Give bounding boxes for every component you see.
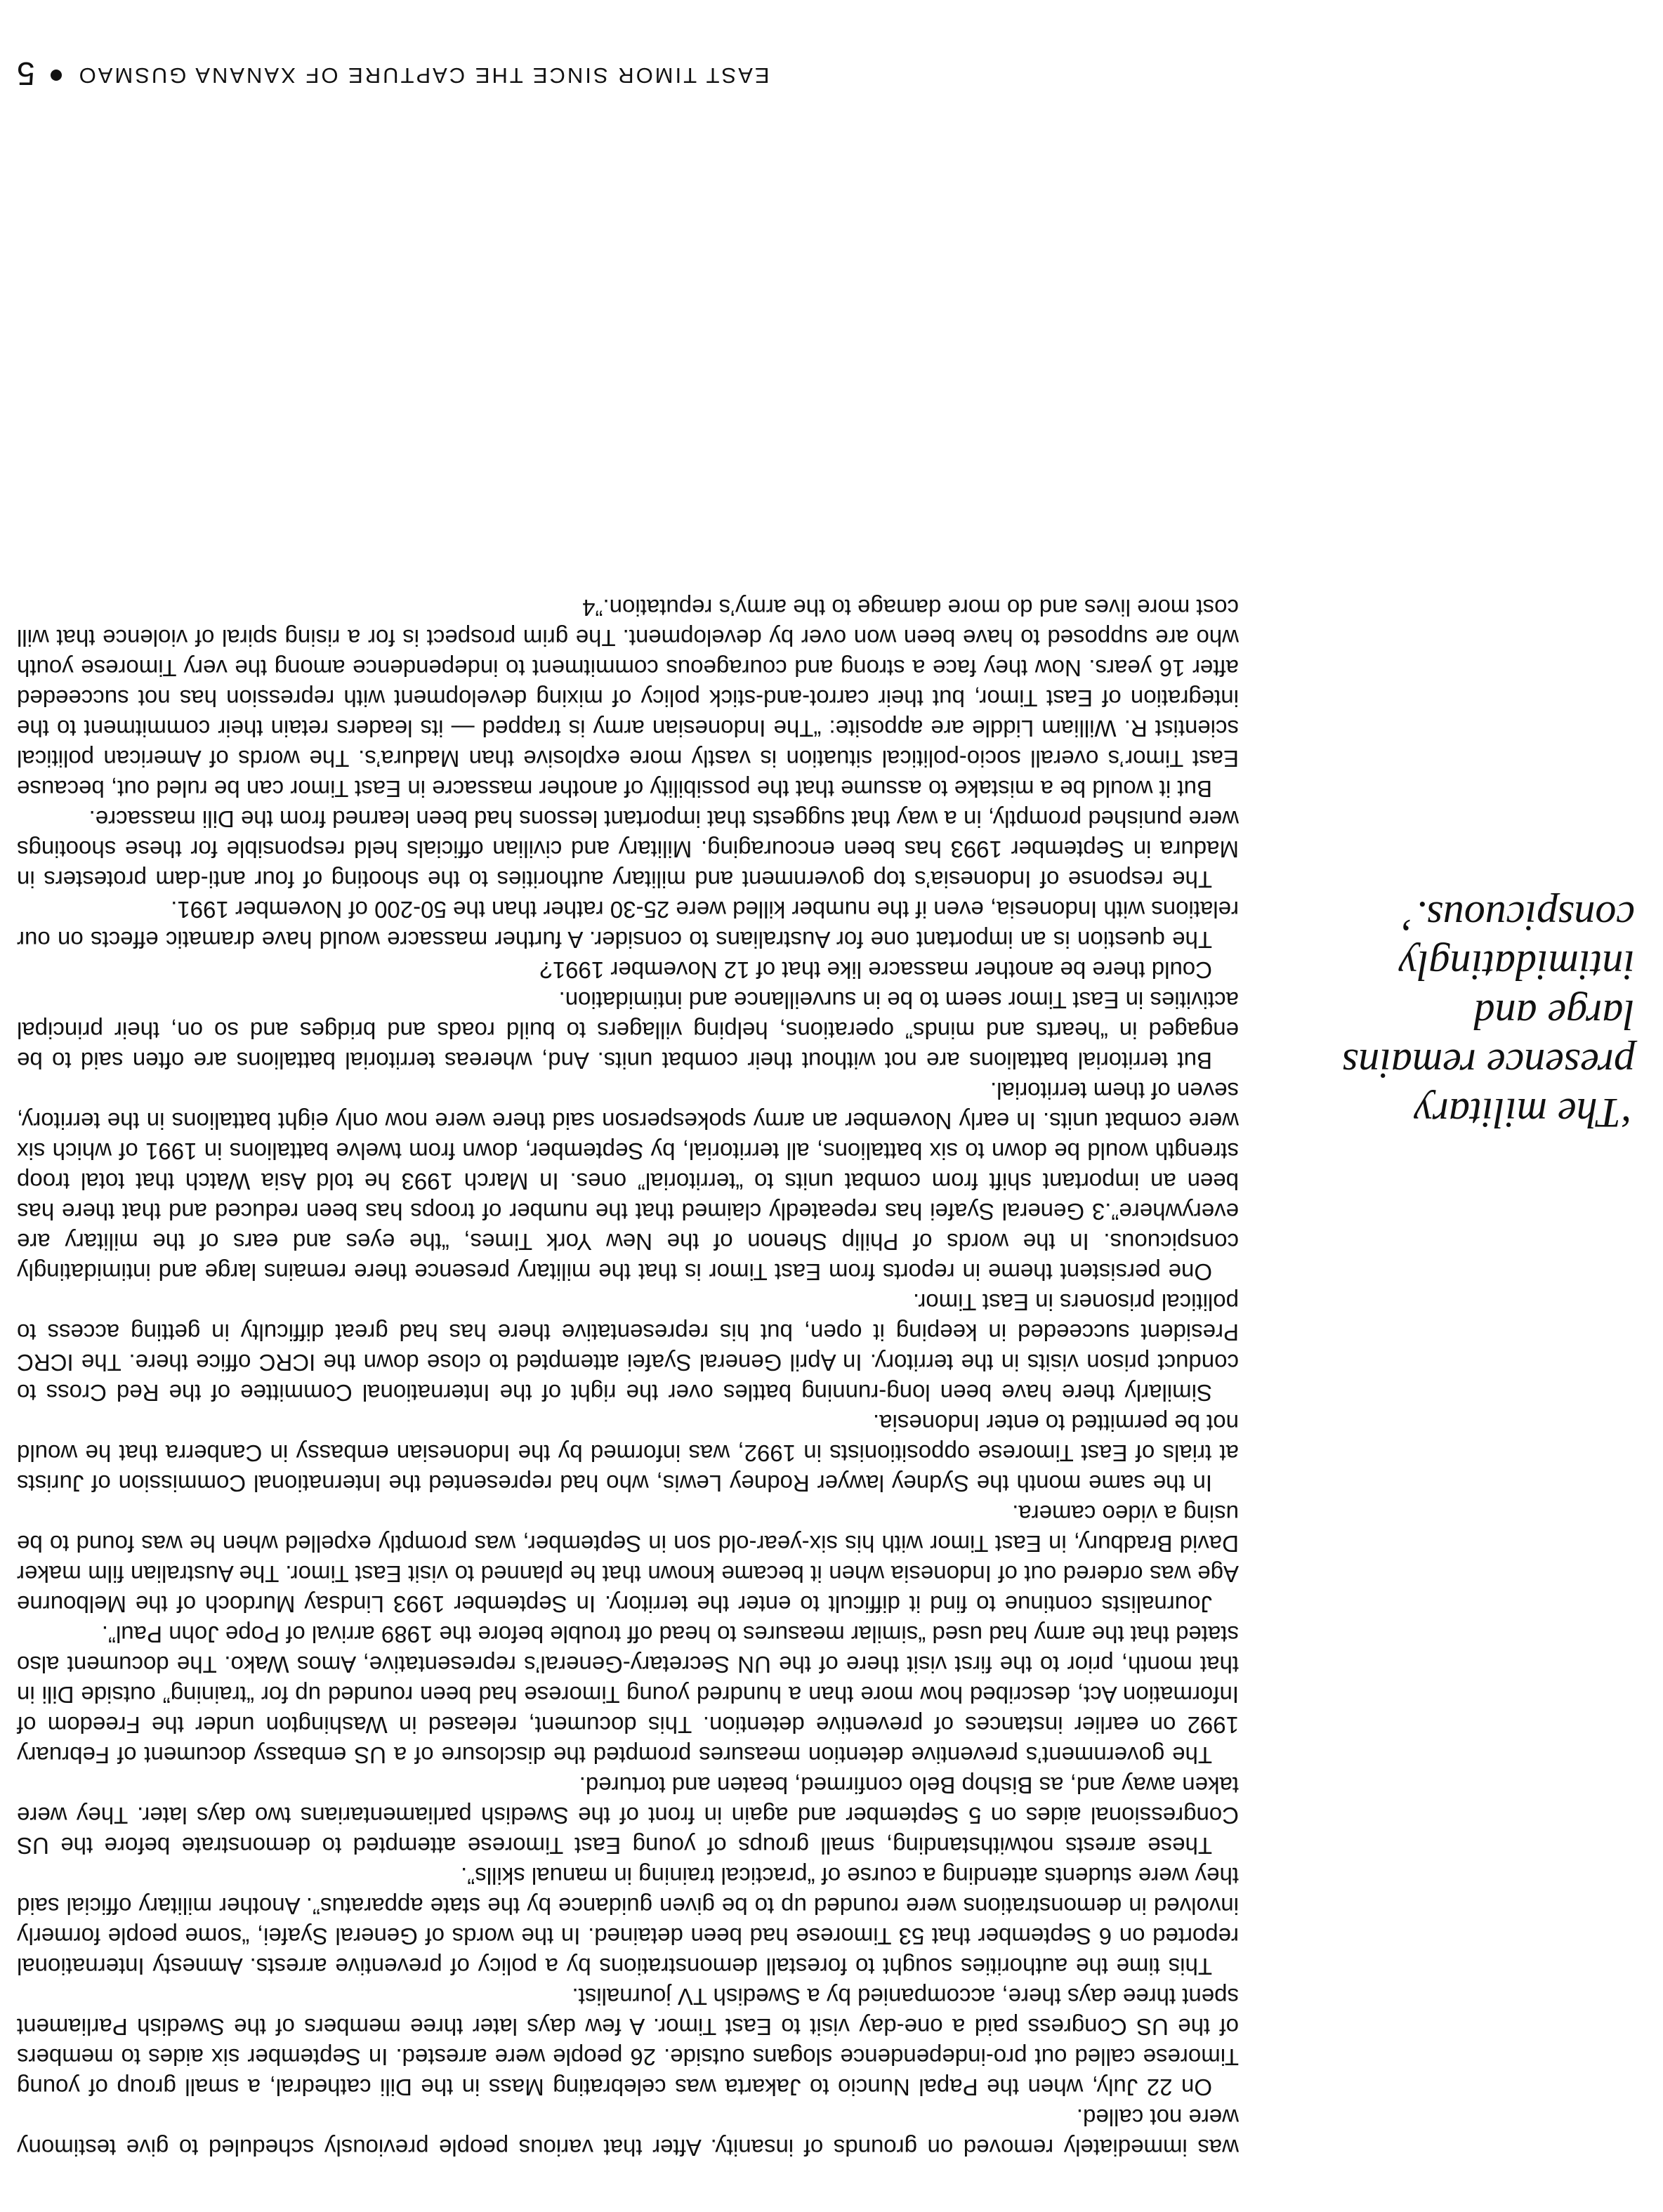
bullet-dot-icon [51,70,62,81]
body-text [17,593,1239,2163]
paragraph: Journalists continue to find it difficult to enter the territory. In September 1993 Lindsay Murdoch of the Melbourne Age was ordered out of Indonesia when it became known that he planned to visit East Timor. The Australian film maker David Bradbury, in East Timor with his six-year-old son in September, was promptly expelled when he was found to be using a video camera. [17,1501,1239,1617]
paragraph: These arrests notwithstanding, small groups of young East Timorese attempted to demonstrate before the US Congressional aides on 5 September and again in front of the Swedish parliamentarians two days later. They were taken away and, as Bishop Belo confirmed, beaten and tortured. [17,1772,1239,1859]
paragraph: On 22 July, when the Papal Nuncio to Jakarta was celebrating Mass in the Dili cathedral, a small group of young Timorese called out pro-independence slogans outside. 26 people were arrested. In September six aides to members of the US Congress paid a one-day visit to East Timor. A few days later three members of the Swedish Parliament spent three days there, accompanied by a Swedish TV journalist. [17,1984,1239,2100]
paragraph: Could there be another massacre like that of 12 November 1991? [539,957,1212,983]
paragraph: The government’s preventive detention measures prompted the disclosure of a US embassy document of February 1992 on earlier instances of preventive detention. This document, released in Washington under the Freedom of Information Act, described how more than a hundred young Timorese had been rounded up for “training” outside Dili in that month, prior to the first visit there of the UN Secretary-General’s representative, Amos Wako. The document also stated that the army had used “similar measures to head off trouble before the 1989 arrival of Pope John Paul”. [17,1621,1239,1768]
running-title: EAST TIMOR SINCE THE CAPTURE OF XANANA GUSMAO [77,62,770,88]
paragraph: Similarly there have been long-running battles over the right of the International Committee of the Red Cross to conduct prison visits in the territory. In April General Syafei attempted to close down the ICRC office there. The ICRC President succeeded in keeping it open, but his representative there has had great difficulty in getting access to political prisoners in East Timor. [17,1289,1239,1406]
pull-quote: ‘The military presence remains large and intimidatingly conspicuous.’ [1341,893,1635,1136]
running-header [17,55,1239,93]
paragraph: The question is an important one for Australians to consider. A further massacre would have dramatic effects on our relations with Indonesia, even if the number killed were 25-30 rather than the 50-200 of November 1991. [17,897,1239,953]
paragraph: The response of Indonesia’s top government and military authorities to the shooting of four anti-dam protesters in Madura in September 1993 has been encouraging. Military and civilian officials held responsible for these shootings were punished promptly, in a way that suggests that important lessons had been learned from the Dili massacre. [17,806,1239,893]
paragraph: But territorial battalions are not without their combat units. And, whereas territorial battalions are often said to be engaged in “hearts and minds” operations, helping villagers to build roads and bridges and so on, their principal activities in East Timor seem to be in surveillance and intimidation. [17,987,1239,1074]
paragraph: was immediately removed on grounds of insanity. After that various people previously scheduled to give testimony were not called. [17,2105,1239,2161]
page-number: 5 [17,55,35,92]
paragraph: This time the authorities sought to forestall demonstrations by a policy of preventive arrests. Amnesty International reported on 6 September that 53 Timorese had been detained. In the words of General Syafei, “some people formerly involved in demonstrations were rounded up to be given guidance by the state apparatus”. Another military official said they were students attending a course of “practical training in manual skills”. [17,1863,1239,1980]
paragraph: One persistent theme in reports from East Timor is that the military presence there remains large and intimidatingly conspicuous. In the words of Philip Shenon of the New York Times, “the eyes and ears of the military are everywhere”.3 General Syafei has repeatedly claimed that the number of troops has been reduced and that there has been an important shift from combat units to “territorial” ones. In March 1993 he told Asia Watch that total troop strength would be down to six battalions, all territorial, by September, down from twelve battalions in 1991 of which six were combat units. In early November an army spokesperson said there were now only eight battalions in the territory, seven of them territorial. [17,1078,1239,1285]
paragraph: But it would be a mistake to assume that the possibility of another massacre in East Timor can be ruled out, because East Timor’s overall socio-political situation is vastly more explosive than Madura’s. The words of American political scientist R. William Liddle are apposite: “The Indonesian army is trapped — its leaders retain their commitment to the integration of East Timor, but their carrot-and-stick policy of mixing development with repression has not succeeded after 16 years. Now they face a strong and courageous commitment to independence among the very Timorese youth who are supposed to have been won over by development. The grim prospect is for a rising spiral of violence that will cost more lives and do more damage to the army’s reputation.”4 [17,595,1239,802]
paragraph: In the same month the Sydney lawyer Rodney Lewis, who had represented the International Commission of Jurists at trials of East Timorese oppositionists in 1992, was informed by the Indonesian embassy in Canberra that he would not be permitted to enter Indonesia. [17,1410,1239,1496]
